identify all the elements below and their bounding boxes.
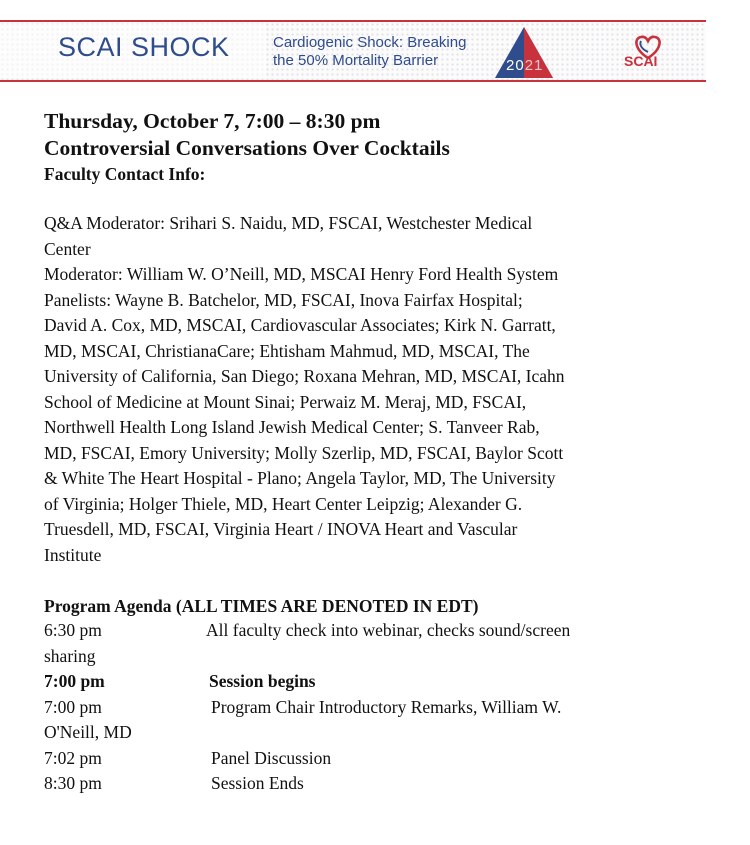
session-date: Thursday, October 7, 7:00 – 8:30 pm <box>44 109 381 133</box>
panelists-line: MD, MSCAI, ChristianaCare; Ehtisham Mahmud, MD, MSCAI, The <box>44 340 530 361</box>
banner-subtitle <box>273 34 513 70</box>
agenda-desc: Program Chair Introductory Remarks, William W. <box>211 696 562 717</box>
banner-year <box>506 57 543 74</box>
agenda-desc: Panel Discussion <box>211 747 332 768</box>
qa-moderator-cont: Center <box>44 238 91 259</box>
agenda-item <box>44 695 704 721</box>
document-body <box>44 108 704 797</box>
banner-year-part1: 20 <box>506 57 525 74</box>
agenda-list <box>44 618 704 797</box>
agenda-time: 8:30 pm <box>44 773 102 793</box>
panelists-line: David A. Cox, MD, MSCAI, Cardiovascular Associates; Kirk N. Garratt, <box>44 315 556 335</box>
agenda-time: 6:30 pm <box>44 620 102 640</box>
panelists-line: Truesdell, MD, FSCAI, Virginia Heart / INOVA Heart and Vascular <box>44 519 518 539</box>
agenda-item <box>44 618 704 644</box>
event-banner <box>0 20 706 82</box>
qa-moderator: Q&A Moderator: Srihari S. Naidu, MD, FSCAI, Westchester Medical <box>44 213 533 233</box>
panelists-line: Panelists: Wayne B. Batchelor, MD, FSCAI, Inova Fairfax Hospital; <box>44 289 523 310</box>
panelists-line: of Virginia; Holger Thiele, MD, Heart Center Leipzig; Alexander G. <box>44 493 523 514</box>
banner-year-part2: 21 <box>524 57 544 74</box>
agenda-item <box>44 669 704 695</box>
panelists-line: MD, FSCAI, Emory University; Molly Szerlip, MD, FSCAI, Baylor Scott <box>44 442 564 463</box>
agenda-item <box>44 746 704 772</box>
agenda-item-cont: sharing <box>44 645 96 666</box>
panelists-line: Northwell Health Long Island Jewish Medical Center; S. Tanveer Rab, <box>44 417 540 437</box>
agenda-desc: All faculty check into webinar, checks sound/screen <box>206 620 571 640</box>
session-title: Controversial Conversations Over Cocktails <box>44 136 450 160</box>
banner-subtitle-line2: the 50% Mortality Barrier <box>273 52 439 69</box>
agenda-time: 7:00 pm <box>44 696 102 717</box>
agenda-time: 7:00 pm <box>44 671 105 691</box>
agenda-item <box>44 771 704 797</box>
agenda-desc: Session Ends <box>211 773 304 793</box>
agenda-time: 7:02 pm <box>44 747 102 768</box>
agenda-item-cont: O'Neill, MD <box>44 722 132 742</box>
faculty-list <box>44 211 704 568</box>
agenda-desc: Session begins <box>209 671 316 691</box>
panelists-line: Institute <box>44 544 102 565</box>
faculty-contact-heading: Faculty Contact Info: <box>44 164 206 184</box>
agenda-heading: Program Agenda (ALL TIMES ARE DENOTED IN EDT) <box>44 596 479 616</box>
banner-title: SCAI SHOCK <box>58 32 230 62</box>
panelists-line: & White The Heart Hospital - Plano; Angela Taylor, MD, The University <box>44 468 556 488</box>
panelists-line: School of Medicine at Mount Sinai; Perwaiz M. Meraj, MD, FSCAI, <box>44 391 527 412</box>
scai-logo-text: SCAI <box>624 53 658 69</box>
panelists-line: University of California, San Diego; Roxana Mehran, MD, MSCAI, Icahn <box>44 366 565 386</box>
banner-subtitle-line1: Cardiogenic Shock: Breaking <box>273 34 467 51</box>
moderator: Moderator: William W. O’Neill, MD, MSCAI Henry Ford Health System <box>44 264 559 284</box>
